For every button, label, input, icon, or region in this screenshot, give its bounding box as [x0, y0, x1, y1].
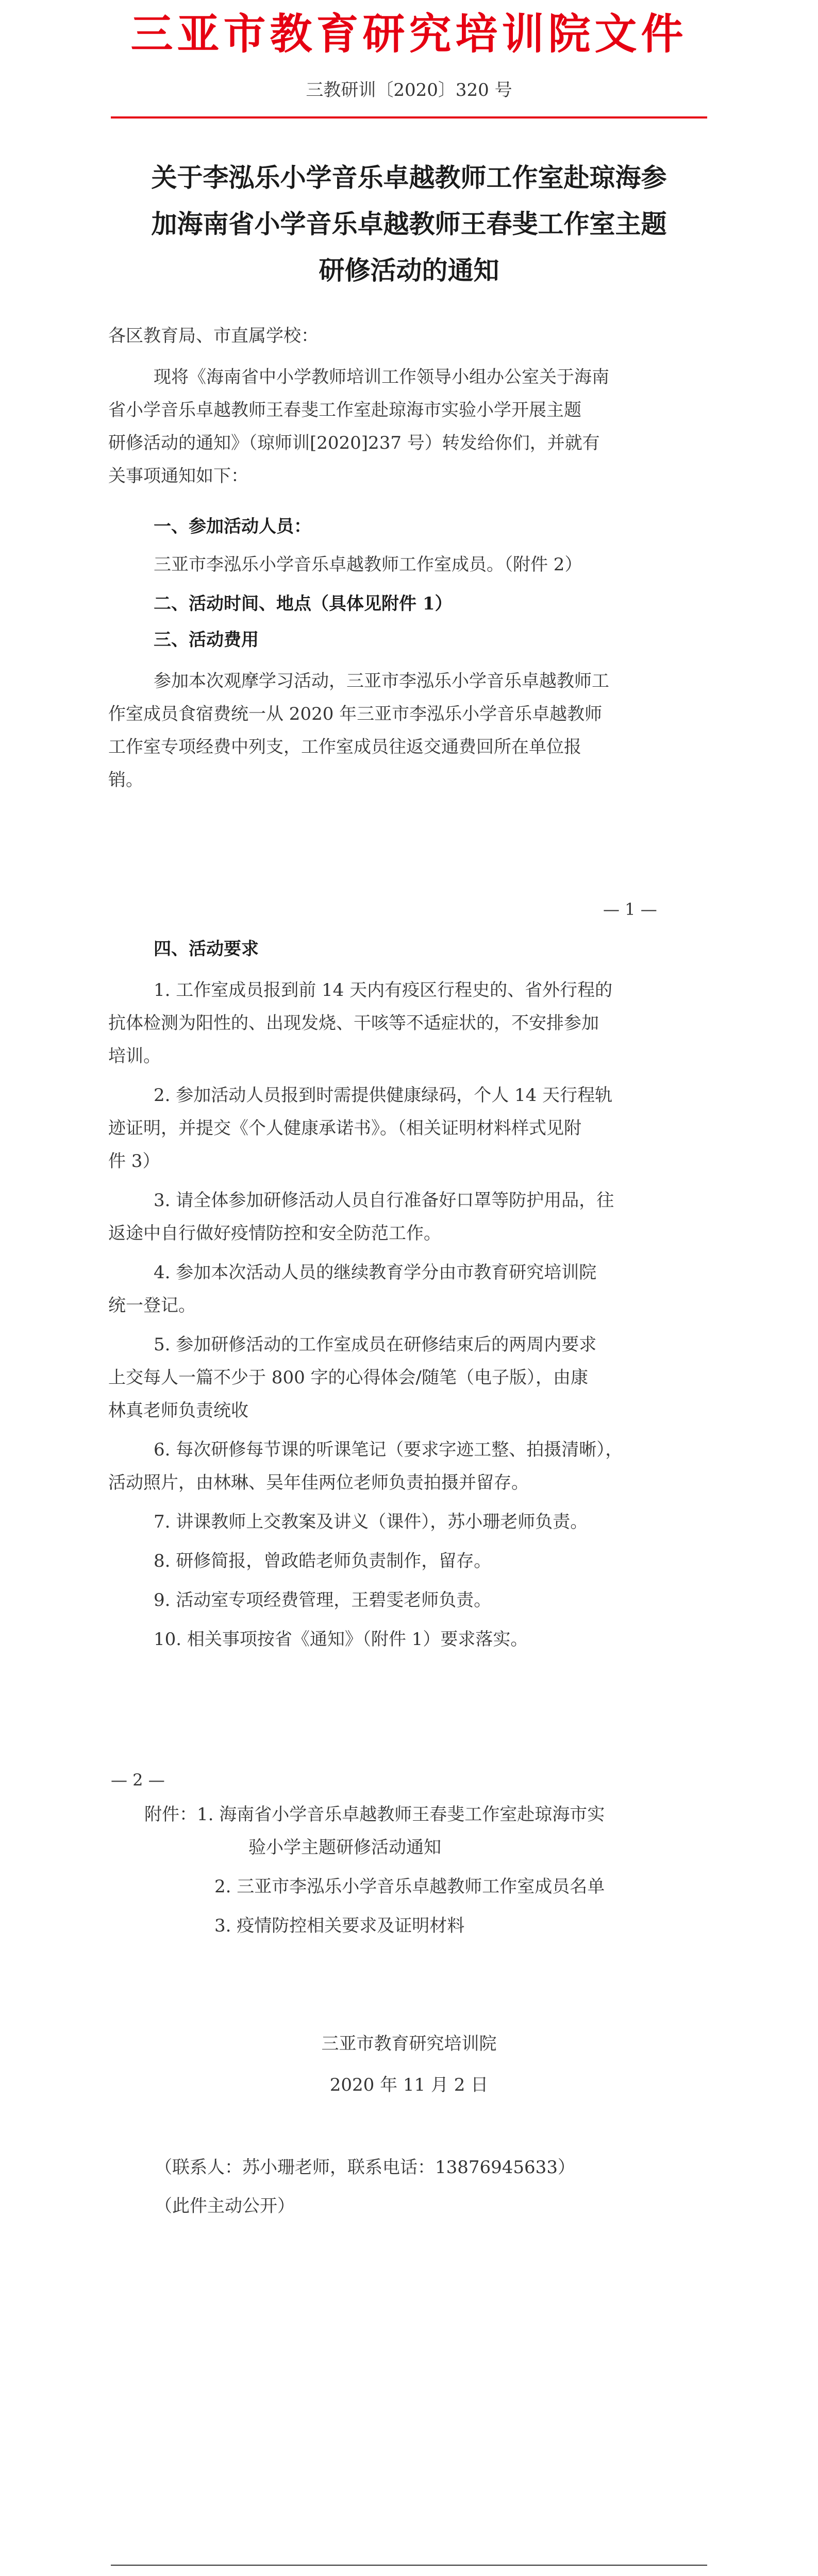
section-heading: 四、活动要求 [154, 939, 259, 959]
attachments-label: 附件： [144, 1804, 197, 1825]
section-3 [108, 623, 710, 796]
org-header-title: 三亚市教育研究培训院文件 [130, 10, 688, 59]
list-item: 8. 研修简报，曾政皓老师负责制作，留存。 [154, 1551, 492, 1571]
list-item: 1. 工作室成员报到前 14 天内有疫区行程史的、省外行程的 抗体检测为阳性的、出现发烧、干咳等不适症状的，不安排参加 培训。 [108, 980, 613, 1066]
list-item: 3. 请全体参加研修活动人员自行准备好口罩等防护用品，往 返途中自行做好疫情防控和安全防范工作。 [108, 1190, 614, 1244]
document-title [108, 155, 710, 294]
attachment-item-continued: 验小学主题研修活动通知 [248, 1837, 441, 1858]
title-line: 加海南省小学音乐卓越教师王春斐工作室主题 [151, 209, 667, 239]
page-number: — 2 — [111, 1770, 165, 1790]
section-2 [108, 587, 710, 620]
page-number: — 1 — [603, 900, 657, 919]
footer-date [509, 2573, 691, 2576]
attachment-item: 2. 三亚市李泓乐小学音乐卓越教师工作室成员名单 [214, 1876, 605, 1897]
section-4 [108, 933, 710, 965]
contact-info: （联系人：苏小珊老师，联系电话：13876945633） [155, 2157, 575, 2178]
paragraph-line: 销。 [108, 770, 143, 790]
signature-org: 三亚市教育研究培训院 [321, 2033, 497, 2054]
public-notice: （此件主动公开） [155, 2196, 295, 2216]
requirements-list [108, 974, 710, 1662]
signature-date: 2020 年 11 月 2 日 [329, 2075, 489, 2095]
section-heading: 二、活动时间、地点（具体见附件 1） [154, 594, 453, 614]
section-1 [108, 510, 710, 581]
paragraph-line: 参加本次观摩学习活动，三亚市李泓乐小学音乐卓越教师工 [154, 671, 609, 691]
section-heading: 三、活动费用 [154, 630, 259, 650]
header-red-rule [111, 116, 707, 118]
paragraph-line: 工作室专项经费中列支，工作室成员往返交通费回所在单位报 [108, 737, 581, 757]
paragraph-line: 现将《海南省中小学教师培训工作领导小组办公室关于海南 [154, 367, 609, 387]
list-item: 7. 讲课教师上交教案及讲义（课件），苏小珊老师负责。 [154, 1512, 588, 1532]
paragraph-line: 三亚市李泓乐小学音乐卓越教师工作室成员。（附件 2） [154, 554, 582, 575]
title-line: 关于李泓乐小学音乐卓越教师工作室赴琼海参 [151, 162, 667, 193]
footer-org [155, 2573, 320, 2576]
list-item: 6. 每次研修每节课的听课笔记（要求字迹工整、拍摄清晰）， 活动照片，由林琳、吴年佳两位老师负责拍摄并留存。 [108, 1439, 623, 1493]
paragraph-line: 研修活动的通知》（琼师训[2020]237 号）转发给你们，并就有 [108, 433, 600, 453]
title-line: 研修活动的通知 [319, 255, 499, 285]
paragraph-line: 关事项通知如下： [108, 466, 248, 486]
doc-number: 三教研训〔2020〕320 号 [306, 80, 512, 100]
section-heading: 一、参加活动人员： [154, 516, 311, 537]
paragraph-line: 作室成员食宿费统一从 2020 年三亚市李泓乐小学音乐卓越教师 [108, 704, 603, 724]
list-item: 5. 参加研修活动的工作室成员在研修结束后的两周内要求 上交每人一篇不少于 800 字的心得体会/随笔（电子版），由康 林真老师负责统收 [108, 1334, 597, 1421]
list-item: 9. 活动室专项经费管理，王碧雯老师负责。 [154, 1590, 492, 1611]
list-item: 4. 参加本次活动人员的继续教育学分由市教育研究培训院 统一登记。 [108, 1262, 597, 1316]
list-item: 10. 相关事项按省《通知》（附件 1）要求落实。 [154, 1629, 528, 1650]
list-item: 2. 参加活动人员报到时需提供健康绿码，个人 14 天行程轨 迹证明，并提交《个人健康承诺书》。（相关证明材料样式见附 件 3） [108, 1085, 613, 1172]
attachments [144, 1798, 710, 1942]
attachment-item: 附件：1. 海南省小学音乐卓越教师王春斐工作室赴琼海市实 [144, 1804, 605, 1825]
attachment-item: 3. 疫情防控相关要求及证明材料 [214, 1916, 465, 1936]
paragraph-line: 省小学音乐卓越教师王春斐工作室赴琼海市实验小学开展主题 [108, 400, 581, 420]
footer-rule-top [111, 2565, 707, 2566]
salutation: 各区教育局、市直属学校： [108, 326, 319, 346]
intro-paragraph [108, 361, 710, 493]
